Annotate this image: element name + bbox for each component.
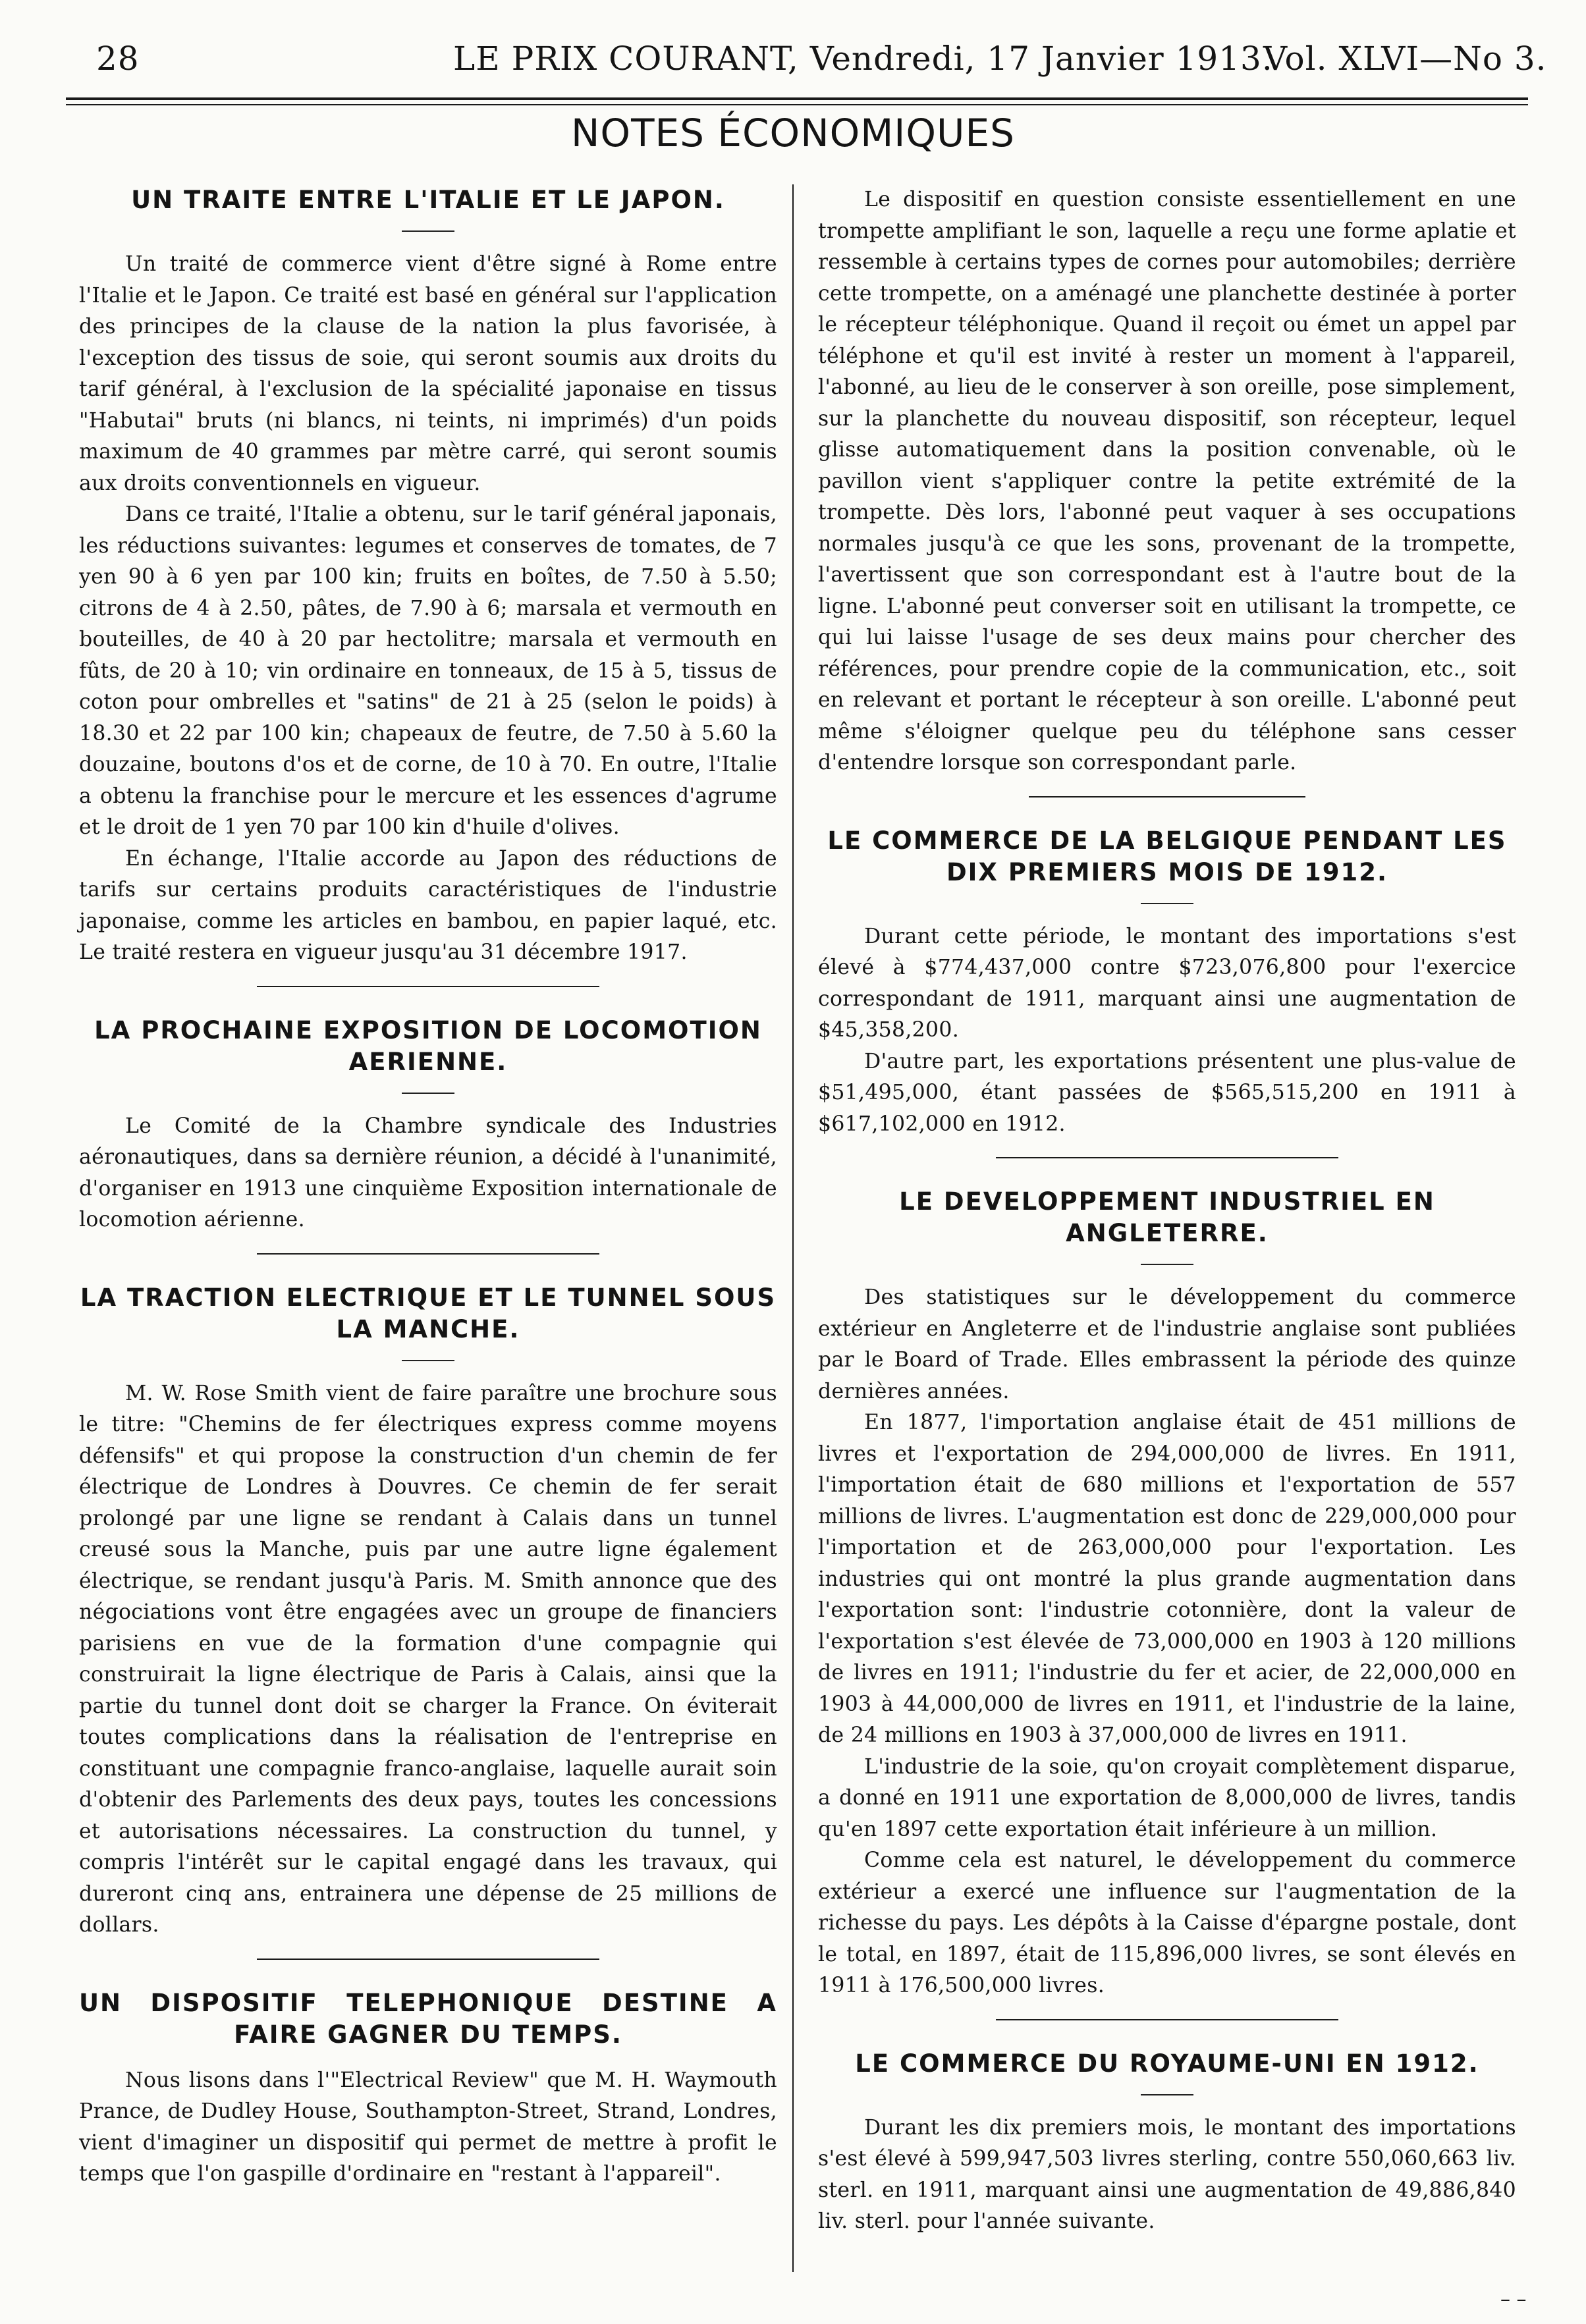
article-paragraph: Durant les dix premiers mois, le montant des importations s'est élevé à 599,947,503 livres sterling, contre 550,060,663 liv. sterl. en 1911, marquant ainsi une augmentation de 49,886,840 liv. sterl. pour l'année suivante. bbox=[818, 2115, 1516, 2233]
article-title: LA PROCHAINE EXPOSITION DE LOCOMOTION AERIENNE. bbox=[94, 1015, 762, 1076]
publication-line: LE PRIX COURANT, Vendredi, 17 Janvier 1913. bbox=[453, 40, 1273, 78]
header-rule-thin bbox=[66, 104, 1528, 105]
article-title: LE COMMERCE DU ROYAUME-UNI EN 1912. bbox=[855, 2049, 1479, 2078]
article-paragraph: M. W. Rose Smith vient de faire paraître une brochure sous le titre: "Chemins de fer électriques express comme moyens défensifs" et qui propose la construction d'un chemin de fer électrique de Londres à Douvres. Ce chemin de fer serait prolongé par une ligne se rendant à Calais dans un tunnel creusé sous la Manche, puis par une autre ligne également électrique, se rendant jusqu'à Paris. M. Smith annonce que des négociations vont être engagées avec un groupe de financiers parisiens en vue de la formation d'une compagnie qui construirait la ligne électrique de Paris à Calais, ainsi que la partie du tunnel dont doit se charger la France. On éviterait toutes complications dans la réalisation de l'entreprise en constituant une compagnie franco-anglaise, laquelle aurait soin d'obtenir des Parlements des deux pays, toutes les concessions et autorisations nécessaires. La construction du tunnel, y compris l'intérêt sur le capital engagé dans les travaux, qui dureront cinq ans, entrainera une dépense de 25 millions de dollars. bbox=[79, 1381, 777, 1937]
article-paragraph: Durant cette période, le montant des importations s'est élevé à $774,437,000 contre $723,076,800 pour l'exercice correspondant de 1911, marquant ainsi une augmentation de $45,358,200. bbox=[818, 924, 1516, 1042]
article-developpement-angleterre bbox=[818, 1186, 1516, 2002]
article-paragraph: Comme cela est naturel, le développement du commerce extérieur a exercé une influence sur l'augmentation de la richesse du pays. Les dépôts à la Caisse d'épargne postale, dont le total, en 1897, était de 115,896,000 livres, se sont élevés en 1911 à 176,500,000 livres. bbox=[818, 1849, 1516, 1997]
article-italie-japon bbox=[79, 184, 777, 969]
title-underline bbox=[1141, 1264, 1193, 1265]
section-title: NOTES ÉCONOMIQUES bbox=[571, 111, 1015, 155]
title-underline bbox=[1141, 2094, 1193, 2095]
article-title: LE COMMERCE DE LA BELGIQUE PENDANT LES DIX PREMIERS MOIS DE 1912. bbox=[827, 826, 1507, 886]
article-separator bbox=[257, 1253, 599, 1255]
volume-number: Vol. XLVI—No 3. bbox=[1263, 40, 1547, 78]
article-paragraph: D'autre part, les exportations présentent une plus-value de $51,495,000, étant passées de $565,515,200 en 1911 à $617,102,000 en 1912. bbox=[818, 1049, 1516, 1136]
article-paragraph: Le dispositif en question consiste essentiellement en une trompette amplifiant le son, laquelle a reçu une forme aplatie et ressemble à certains types de cornes pour automobiles; derrière cette trompette, on a aménagé une planchette destinée à porter le récepteur téléphonique. Quand il reçoit ou émet un appel par téléphone et qu'il est invité à rester un moment à l'appareil, l'abonné, au lieu de le conserver à son oreille, pose simplement, sur la planchette du nouveau dispositif, son récepteur, lequel glisse automatiquement dans la position convenable, où le pavillon vient s'appliquer contre la petite extrémité de la trompette. Dès lors, l'abonné peut vaquer à ses occupations normales jusqu'à ce que les sons, provenant de la trompette, l'avertissent que son correspondant est à l'autre bout de la ligne. L'abonné peut converser soit en utilisant la trompette, ce qui lui laisse l'usage de ses deux mains pour chercher des références, pour prendre copie de la communication, etc., soit en relevant et portant le récepteur à son oreille. L'abonné peut même s'éloigner quelque peu du téléphone sans cesser d'entendre lorsque son correspondant parle. bbox=[818, 188, 1516, 774]
article-separator bbox=[996, 2019, 1338, 2020]
header-rule bbox=[66, 97, 1528, 100]
right-column bbox=[818, 184, 1516, 2238]
article-paragraph: Nous lisons dans l'"Electrical Review" que M. H. Waymouth Prance, de Dudley House, Southampton-Street, Strand, Londres, vient d'imaginer un dispositif qui permet de mettre à profit le temps que l'on gaspille d'ordinaire en "restant à l'appareil". bbox=[79, 2068, 777, 2186]
article-paragraph: Des statistiques sur le développement du commerce extérieur en Angleterre et de l'industrie anglaise sont publiées par le Board of Trade. Elles embrassent la période des quinze dernières années. bbox=[818, 1285, 1516, 1403]
article-dispositif-telephonique bbox=[79, 1987, 777, 2190]
title-underline bbox=[402, 230, 454, 232]
article-separator bbox=[1029, 796, 1305, 797]
title-underline bbox=[402, 1360, 454, 1361]
article-commerce-royaume-uni bbox=[818, 2048, 1516, 2238]
article-paragraph: Un traité de commerce vient d'être signé à Rome entre l'Italie et le Japon. Ce traité est basé en général sur l'application des principes de la clause de la nation la plus favorisée, à l'exception des tissus de soie, qui seront soumis aux droits du tarif général, à l'exclusion de la spécialité japonaise en tissus "Habutai" bruts (ni blancs, ni teints, ni imprimés) d'un poids maximum de 40 grammes par mètre carré, qui seront soumis aux droits conventionnels en vigueur. bbox=[79, 252, 777, 495]
article-title: LE DEVELOPPEMENT INDUSTRIEL EN ANGLETERRE. bbox=[899, 1187, 1435, 1247]
article-paragraph: Le Comité de la Chambre syndicale des Industries aéronautiques, dans sa dernière réunion, a décidé à l'unanimité, d'organiser en 1913 une cinquième Exposition internationale de locomotion aérienne. bbox=[79, 1114, 777, 1231]
article-title: UN TRAITE ENTRE L'ITALIE ET LE JAPON. bbox=[131, 186, 725, 214]
article-commerce-belgique bbox=[818, 825, 1516, 1141]
article-paragraph: En 1877, l'importation anglaise était de 451 millions de livres et l'exportation de 294,000,000 de livres. En 1911, l'importation était de 680 millions et l'exportation de 557 millions de livres. L'augmentation est donc de 229,000,000 pour l'importation et de 263,000,000 pour l'exportation. Les industries qui ont montré la plus grande augmentation dans l'exportation sont: l'industrie cotonnière, dont la valeur de l'exportation s'est élevée de 73,000,000 en 1903 à 120 millions de livres en 1911; l'industrie du fer et acier, de 22,000,000 en 1903 à 44,000,000 de livres en 1911, et l'industrie de la laine, de 24 millions en 1903 à 37,000,000 de livres en 1911. bbox=[818, 1411, 1516, 1747]
article-paragraph: L'industrie de la soie, qu'on croyait complètement disparue, a donné en 1911 une exportation de 8,000,000 de livres, tandis qu'en 1897 cette exportation était inférieure à un million. bbox=[818, 1754, 1516, 1841]
article-exposition-aerienne bbox=[79, 1015, 777, 1236]
article-paragraph: En échange, l'Italie accorde au Japon des réductions de tarifs sur certains produits caractéristiques de l'industrie japonaise, comme les articles en bambou, en papier laqué, etc. Le traité restera en vigueur jusqu'au 31 décembre 1917. bbox=[79, 846, 777, 964]
footer-dash: – – bbox=[1500, 2288, 1527, 2311]
title-underline bbox=[402, 1093, 454, 1094]
article-title: UN DISPOSITIF TELEPHONIQUE DESTINE A FAIRE GAGNER DU TEMPS. bbox=[79, 1988, 777, 2049]
article-tunnel-manche bbox=[79, 1282, 777, 1941]
article-paragraph: Dans ce traité, l'Italie a obtenu, sur le tarif général japonais, les réductions suivantes: legumes et conserves de tomates, de 7 yen 90 à 6 yen par 100 kin; fruits en boîtes, de 7.50 à 5.50; citrons de 4 à 2.50, pâtes, de 7.90 à 6; marsala et vermouth en bouteilles, de 40 à 20 par hectolitre; marsala et vermouth en fûts, de 20 à 10; vin ordinaire en tonneaux, de 15 à 5, tissus de coton pour ombrelles et "satins" de 21 à 25 (selon le poids) à 18.30 et 22 par 100 kin; chapeaux de feutre, de 7.50 à 5.60 la douzaine, boutons d'os et de corne, de 10 à 70. En outre, l'Italie a obtenu la franchise pour le mercure et les essences d'agrume et le droit de 1 yen 70 par 100 kin d'huile d'olives. bbox=[79, 502, 777, 839]
column-divider bbox=[792, 184, 794, 2272]
left-column bbox=[79, 184, 777, 2190]
title-underline bbox=[1141, 903, 1193, 904]
page-number: 28 bbox=[96, 40, 140, 78]
article-separator bbox=[996, 1157, 1338, 1158]
article-separator bbox=[257, 1959, 599, 1960]
article-title: LA TRACTION ELECTRIQUE ET LE TUNNEL SOUS LA MANCHE. bbox=[80, 1283, 777, 1343]
article-separator bbox=[257, 986, 599, 987]
